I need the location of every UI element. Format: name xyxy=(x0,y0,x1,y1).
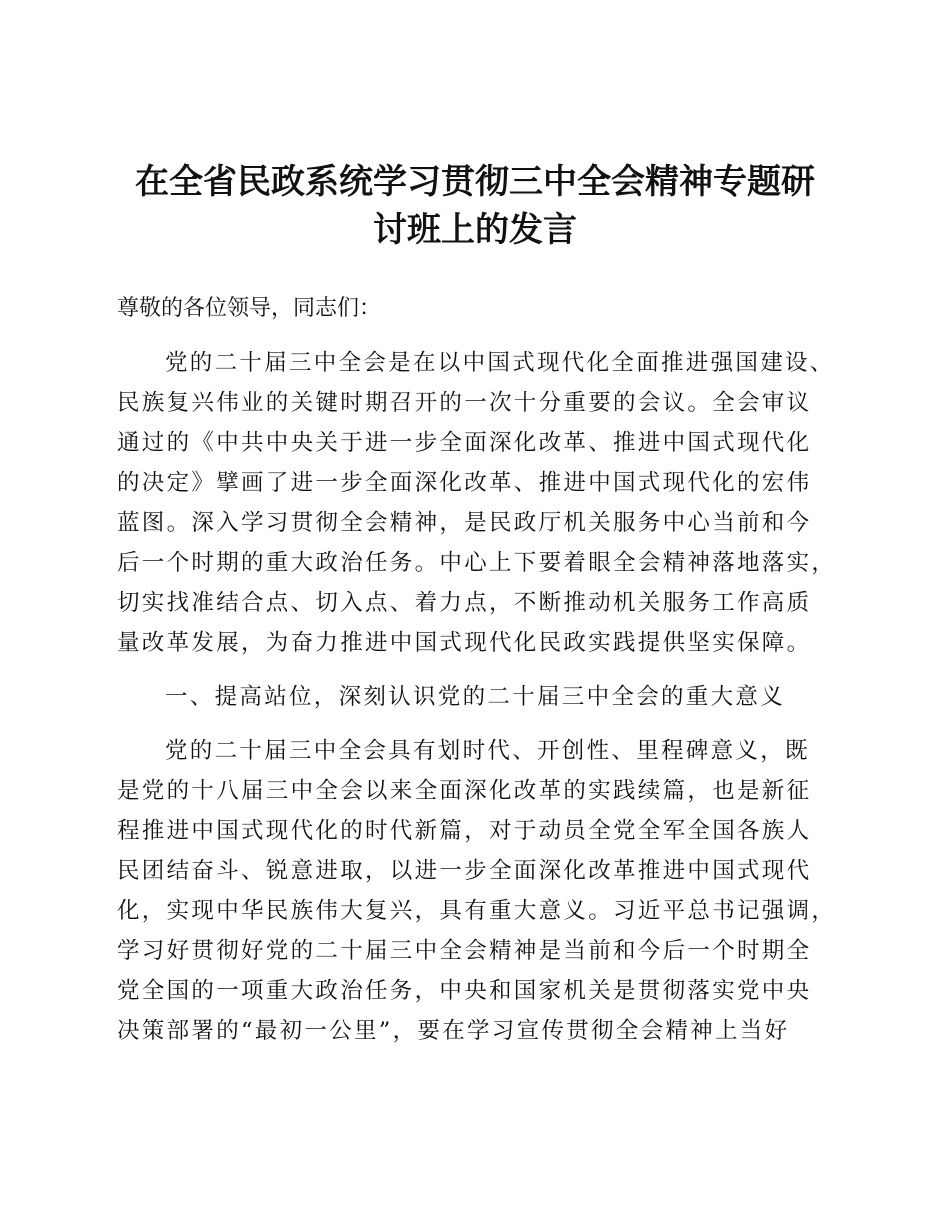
paragraph-1-line: 切实找准结合点、切入点、着力点，不断推动机关服务工作高质 xyxy=(117,590,812,616)
paragraph-2-line: 民团结奋斗、锐意进取，以进一步全面深化改革推进中国式现代 xyxy=(117,858,812,884)
paragraph-2-line: 党全国的一项重大政治任务，中央和国家机关是贯彻落实党中央 xyxy=(117,978,812,1004)
paragraph-2-line: 党的二十届三中全会具有划时代、开创性、里程碑意义，既 xyxy=(165,738,810,764)
section-heading-1 xyxy=(117,677,839,717)
paragraph-1-line: 后一个时期的重大政治任务。中心上下要着眼全会精神落地落实， xyxy=(117,550,837,576)
title-line-1: 在全省民政系统学习贯彻三中全会精神专题研 xyxy=(135,162,815,202)
paragraph-1-line: 民族复兴伟业的关键时期召开的一次十分重要的会议。全会审议 xyxy=(117,390,812,416)
paragraph-2-line: 决策部署的“最初一公里”，要在学习宣传贯彻全会精神上当好 xyxy=(117,1018,790,1044)
paragraph-2-line: 化，实现中华民族伟大复兴，具有重大意义。习近平总书记强调， xyxy=(117,898,837,924)
paragraph-1 xyxy=(117,343,839,663)
paragraph-2-line: 是党的十八届三中全会以来全面深化改革的实践续篇，也是新征 xyxy=(117,778,812,804)
section-heading-1-text: 一、提高站位，深刻认识党的二十届三中全会的重大意义 xyxy=(165,684,786,710)
paragraph-1-line: 量改革发展，为奋力推进中国式现代化民政实践提供坚实保障。 xyxy=(117,630,812,656)
paragraph-2-line: 学习好贯彻好党的二十届三中全会精神是当前和今后一个时期全 xyxy=(117,938,812,964)
paragraph-1-line: 的决定》擘画了进一步全面深化改革、推进中国式现代化的宏伟 xyxy=(117,470,812,496)
document-body xyxy=(117,289,839,1051)
paragraph-2-line: 程推进中国式现代化的时代新篇，对于动员全党全军全国各族人 xyxy=(117,818,812,844)
salutation: 尊敬的各位领导，同志们： xyxy=(117,296,382,321)
paragraph-1-line: 蓝图。深入学习贯彻全会精神，是民政厅机关服务中心当前和今 xyxy=(117,510,812,536)
paragraph-1-line: 通过的《中共中央关于进一步全面深化改革、推进中国式现代化 xyxy=(117,430,812,456)
paragraph-2 xyxy=(117,731,839,1051)
paragraph-1-line: 党的二十届三中全会是在以中国式现代化全面推进强国建设、 xyxy=(165,350,835,376)
document-title xyxy=(100,158,850,254)
title-line-2: 讨班上的发言 xyxy=(373,210,577,250)
